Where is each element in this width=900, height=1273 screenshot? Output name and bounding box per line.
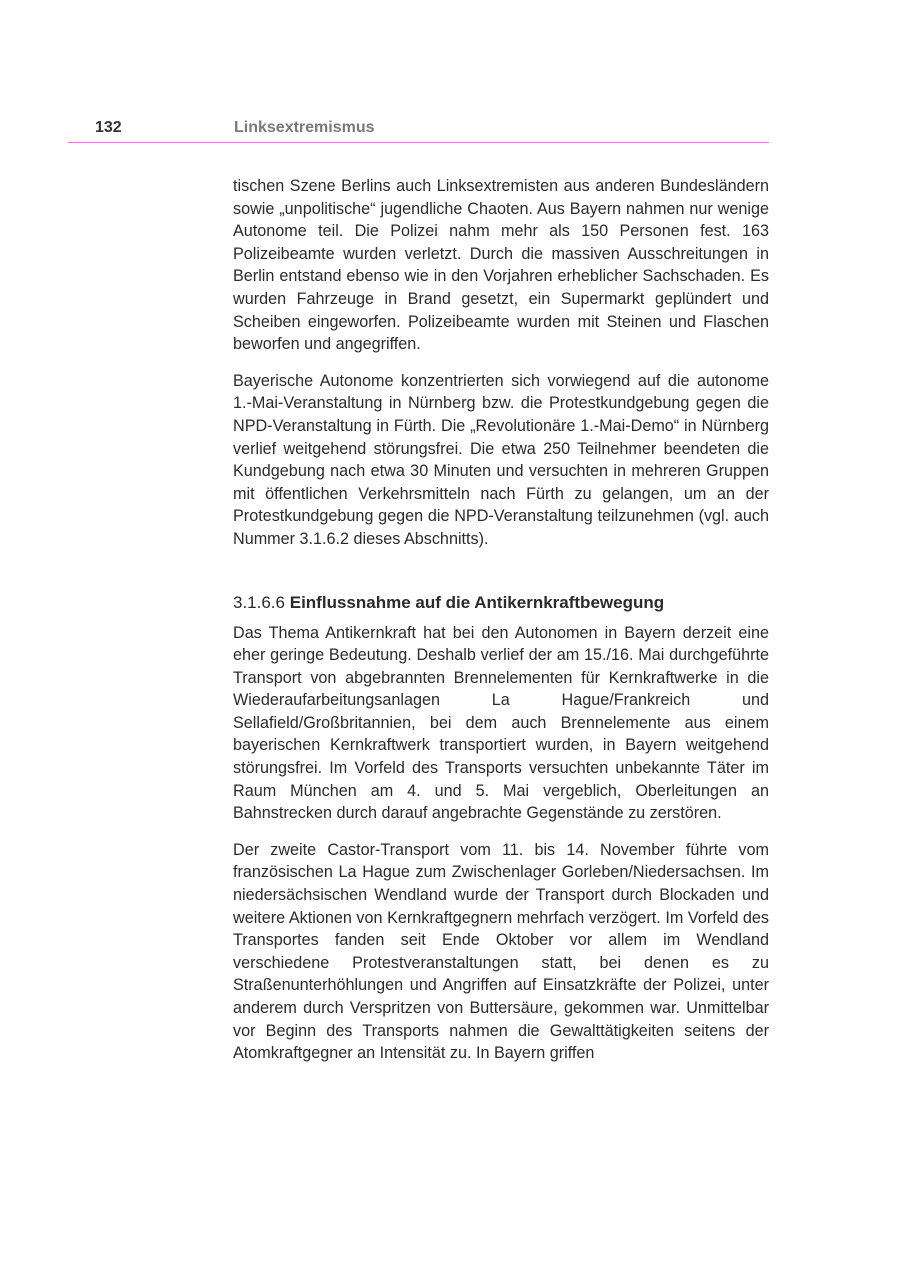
- main-content: [233, 175, 769, 1065]
- page-number: 132: [95, 119, 122, 136]
- section-heading: [233, 591, 769, 615]
- page-header: [68, 116, 769, 143]
- paragraph: Bayerische Autonome konzentrierten sich vorwiegend auf die autonome 1.-Mai-Veranstaltung in Nürnberg bzw. die Protestkundgebung gegen die NPD-Veranstaltung in Fürth. Die „Revolutionäre 1.-Mai-Demo“ in Nürnberg verlief weitgehend störungsfrei. Die etwa 250 Teilnehmer beendeten die Kundgebung nach etwa 30 Minuten und versuchten in mehreren Gruppen mit öffentlichen Verkehrsmitteln nach Fürth zu gelangen, um an der Protestkundgebung gegen die NPD-Veranstaltung teilzunehmen (vgl. auch Nummer 3.1.6.2 dieses Abschnitts).: [233, 371, 769, 548]
- paragraph: Das Thema Antikernkraft hat bei den Autonomen in Bayern derzeit eine eher geringe Bedeutung. Deshalb verlief der am 15./16. Mai durchgeführte Transport von abgebrannten Brennelementen für Kernkraftwerke in die Wiederaufarbeitungsanlagen La Hague/Frankreich und Sellafield/Großbritannien, bei dem auch Brennelemente aus einem bayerischen Kernkraftwerk transportiert wurden, in Bayern weitgehend störungsfrei. Im Vorfeld des Transports versuchten unbekannte Täter im Raum München am 4. und 5. Mai vergeblich, Oberleitungen an Bahnstrecken durch darauf angebrachte Gegenstände zu zerstören.: [233, 623, 769, 823]
- section-title: Einflussnahme auf die Antikernkraftbewegung: [289, 592, 665, 612]
- paragraph: Der zweite Castor-Transport vom 11. bis 14. November führte vom französischen La Hague zum Zwischenlager Gorleben/Niedersachsen. Im niedersächsischen Wendland wurde der Transport durch Blockaden und weitere Aktionen von Kernkraftgegnern mehrfach verzögert. Im Vorfeld des Transportes fanden seit Ende Oktober vor allem im Wendland verschiedene Protestveranstaltungen statt, bei denen es zu Straßenunterhöhlungen und Angriffen auf Einsatzkräfte der Polizei, unter anderem durch Verspritzen von Buttersäure, gekommen war. Unmittelbar vor Beginn des Transports nahmen die Gewalttätigkeiten seitens der Atomkraftgegner an Intensität zu. In Bayern griffen: [233, 840, 769, 1063]
- running-title: Linksextremismus: [234, 119, 375, 136]
- paragraph: tischen Szene Berlins auch Linksextremisten aus anderen Bundesländern sowie „unpolitische“ jugendliche Chaoten. Aus Bayern nahmen nur wenige Autonome teil. Die Polizei nahm mehr als 150 Personen fest. 163 Polizeibeamte wurden verletzt. Durch die massiven Ausschreitungen in Berlin entstand ebenso wie in den Vorjahren erheblicher Sachschaden. Es wurden Fahrzeuge in Brand gesetzt, ein Supermarkt geplündert und Scheiben eingeworfen. Polizeibeamte wurden mit Steinen und Flaschen beworfen und angegriffen.: [233, 177, 769, 354]
- section-number: 3.1.6.6: [233, 592, 285, 612]
